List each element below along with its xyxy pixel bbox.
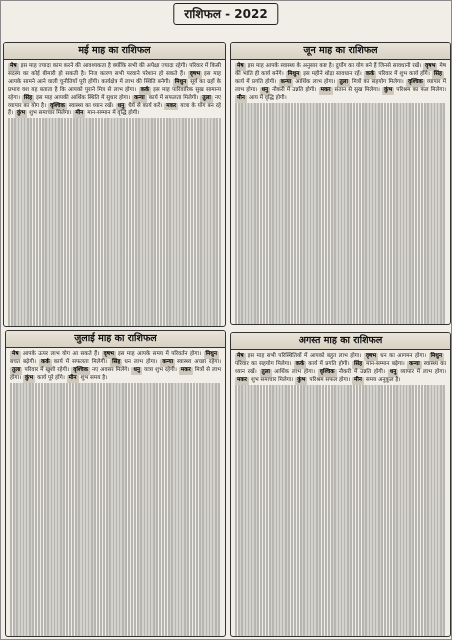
text-texture — [8, 252, 221, 260]
text-texture — [10, 533, 221, 541]
text-texture — [8, 213, 221, 221]
rashi-text: धन का आगमन होगा। — [380, 353, 427, 359]
rashi-text: परिश्रम का फल मिलेगा। — [396, 86, 447, 93]
rashi-text: बचत बढ़ेगी। — [10, 358, 37, 365]
text-texture — [235, 400, 446, 408]
horoscope-paragraph — [235, 353, 446, 385]
text-texture — [10, 635, 221, 637]
rashi-label: मीन — [68, 374, 77, 381]
text-texture — [8, 284, 221, 292]
rashi-text: मेष की भांति ही कार्य बनेंगे। — [235, 63, 447, 77]
text-texture — [8, 324, 221, 328]
rashi-text: आय में वृद्धि होगी। — [248, 94, 287, 101]
rashi-label: कन्या — [409, 360, 420, 367]
rashi-text: परिवार में शुभ कार्य होंगे। — [378, 70, 430, 77]
text-texture — [10, 493, 221, 501]
rashi-label: मेष — [237, 353, 244, 359]
text-texture — [8, 300, 221, 308]
text-texture — [235, 252, 446, 260]
text-texture — [8, 260, 221, 268]
rashi-text: मित्रों का सहयोग मिलेगा। — [351, 78, 404, 85]
text-texture — [10, 485, 221, 493]
text-texture — [10, 564, 221, 572]
horoscope-paragraph — [235, 63, 446, 103]
rashi-text: इस महीने थोड़ा सावधान रहें। — [303, 70, 362, 77]
section-title-august: अगस्त माह का राशिफल — [231, 333, 450, 350]
section-body-august — [231, 350, 450, 637]
rashi-text: शुभ समाचार मिलेगा। — [250, 376, 294, 383]
rashi-label: मीन — [75, 110, 84, 117]
section-body-july — [6, 348, 225, 637]
text-texture — [10, 501, 221, 509]
text-texture — [235, 519, 446, 527]
text-texture — [235, 598, 446, 606]
text-texture — [235, 487, 446, 495]
rashi-text: व्यापार में लाभ होगा। — [400, 368, 447, 375]
rashi-label: मिथुन — [205, 351, 217, 357]
rashi-label: कुंभ — [297, 376, 306, 383]
rashi-label: मेष — [237, 63, 244, 69]
text-texture — [235, 166, 446, 174]
text-texture — [235, 385, 446, 393]
text-texture — [235, 621, 446, 629]
rashi-text: स्वास्थ्य का ध्यान रखें। — [235, 360, 446, 375]
rashi-label: मकर — [180, 366, 191, 373]
rashi-label: वृश्चिक — [319, 368, 335, 375]
text-texture — [10, 611, 221, 619]
text-texture — [235, 300, 446, 308]
text-texture — [8, 134, 221, 142]
horoscope-paragraph — [8, 63, 221, 118]
rashi-label: कुंभ — [16, 110, 26, 117]
rashi-text: यात्रा के योग बन रहे हैं। — [8, 102, 222, 117]
text-texture — [235, 574, 446, 582]
rashi-label: कर्क — [295, 360, 305, 367]
text-texture — [235, 142, 446, 150]
rashi-label: सिंह — [353, 360, 363, 367]
text-texture — [235, 629, 446, 637]
text-texture — [235, 158, 446, 166]
text-texture — [10, 422, 221, 430]
section-may — [3, 42, 226, 327]
text-texture — [235, 416, 446, 424]
text-texture — [235, 181, 446, 189]
rashi-label: कर्क — [41, 358, 50, 365]
rashi-text: आपके ऊपर लाभ योग आ सकते हैं। — [22, 351, 100, 357]
text-texture — [235, 221, 446, 229]
rashi-label: तुला — [202, 94, 211, 101]
rashi-text: आर्थिक लाभ होगा। — [273, 368, 315, 375]
text-texture — [235, 495, 446, 503]
rashi-label: कर्क — [365, 70, 375, 77]
text-texture — [10, 469, 221, 477]
rashi-label: मीन — [237, 94, 245, 101]
text-texture — [235, 245, 446, 253]
rashi-label: कन्या — [134, 94, 145, 101]
text-texture — [235, 408, 446, 416]
text-texture — [8, 316, 221, 324]
text-texture — [235, 205, 446, 213]
text-texture — [8, 166, 221, 174]
rashi-text: मान-सम्मान में वृद्धि होगी। — [87, 110, 140, 117]
text-texture — [235, 606, 446, 614]
text-texture — [235, 150, 446, 158]
text-texture — [235, 213, 446, 221]
text-texture — [8, 205, 221, 213]
rashi-label: वृषभ — [425, 63, 436, 69]
text-texture — [8, 158, 221, 166]
text-texture — [10, 414, 221, 422]
text-texture — [235, 284, 446, 292]
rashi-text: व्यापार में लाभ होगा। — [235, 78, 447, 93]
section-title-may: मई माह का राशिफल — [4, 43, 225, 60]
text-texture — [8, 142, 221, 150]
rashi-label: वृषभ — [189, 70, 201, 77]
text-texture — [235, 456, 446, 464]
rashi-label: वृषभ — [103, 351, 114, 357]
text-texture — [235, 118, 446, 126]
text-texture — [10, 462, 221, 470]
rashi-label: मिथुन — [174, 78, 187, 85]
rashi-text: मित्रों से लाभ होगा। — [10, 366, 222, 381]
text-texture — [8, 245, 221, 253]
text-texture — [10, 446, 221, 454]
text-texture — [235, 464, 446, 472]
text-texture — [235, 542, 446, 550]
text-texture — [8, 118, 221, 126]
text-texture — [8, 292, 221, 300]
text-texture — [8, 174, 221, 182]
text-texture — [235, 197, 446, 205]
rashi-label: तुला — [261, 368, 270, 375]
text-texture — [8, 268, 221, 276]
text-texture — [235, 323, 446, 325]
rashi-text: नौकरी में उन्नति होगी। — [338, 368, 385, 375]
rashi-text: इस माह ज्यादा काम करने की आवश्यकता है क्योंकि सभी की अपेक्षा ज्यादा रहेगी। परिवार में किसी सदस्य का कोई बीमारी हो सकती है। निज कारण सभी परवाने परेशान हो सकते हैं। — [8, 63, 221, 77]
text-texture — [10, 596, 221, 604]
text-texture — [8, 276, 221, 284]
rashi-text: कार्य पूरे होंगे। — [37, 374, 65, 381]
rashi-label: वृश्चिक — [50, 102, 65, 109]
text-texture — [8, 229, 221, 237]
text-texture — [235, 316, 446, 324]
text-texture — [235, 189, 446, 197]
rashi-text: इस माह आपके समय में परिवर्तन होगा। — [117, 351, 202, 357]
text-texture — [8, 189, 221, 197]
text-texture — [10, 580, 221, 588]
text-texture — [10, 525, 221, 533]
text-texture — [235, 550, 446, 558]
rashi-label: तुला — [12, 366, 21, 373]
text-texture — [235, 424, 446, 432]
text-texture — [10, 627, 221, 635]
rashi-label: कुंभ — [24, 374, 34, 381]
rashi-text: धैर्य से कार्य करें। — [128, 102, 163, 109]
text-texture — [10, 391, 221, 399]
text-texture — [10, 406, 221, 414]
text-texture — [235, 393, 446, 401]
section-june — [230, 42, 451, 325]
rashi-text: समय अनुकूल है। — [365, 376, 401, 383]
page-title: राशिफल - 2022 — [173, 3, 278, 25]
text-texture — [235, 566, 446, 574]
rashi-label: कर्क — [140, 86, 150, 93]
text-texture — [10, 509, 221, 517]
rashi-text: कार्य में सफलता मिलेगी। — [53, 358, 108, 365]
rashi-text: शुभ समाचार मिलेगा। — [29, 110, 72, 117]
rashi-label: कुंभ — [384, 86, 393, 93]
text-texture — [10, 383, 221, 391]
rashi-text: परिवार का सहयोग मिलेगा। — [235, 360, 292, 367]
rashi-text: परिवार में खुशी रहेगी। — [24, 366, 70, 373]
rashi-label: सिंह — [23, 94, 33, 101]
rashi-text: इस माह आपकी आर्थिक स्थिति में सुधार होगा। — [36, 94, 131, 101]
rashi-text: संतान से सुख मिलेगा। — [334, 86, 380, 93]
rashi-text: आर्थिक लाभ होगा। — [295, 78, 336, 85]
text-texture — [235, 268, 446, 276]
rashi-text: शुभ समय है। — [80, 374, 108, 381]
text-texture — [8, 308, 221, 316]
section-body-may — [4, 60, 225, 327]
text-texture — [10, 588, 221, 596]
rashi-label: तुला — [339, 78, 348, 85]
rashi-text: इस माह आपके स्वास्थ्य के अनुसार कष्ट है। दुर्योग का योग बने हैं जिनसे सावधानी रखें। — [247, 63, 422, 69]
text-texture — [8, 237, 221, 245]
text-texture — [8, 150, 221, 158]
text-texture — [10, 438, 221, 446]
rashi-label: वृश्चिक — [73, 366, 89, 373]
text-texture — [235, 503, 446, 511]
text-texture — [10, 548, 221, 556]
rashi-text: मान-सम्मान बढ़ेगा। — [366, 360, 405, 367]
rashi-label: सिंह — [433, 70, 443, 77]
section-title-june: जून माह का राशिफल — [231, 43, 450, 60]
rashi-label: कन्या — [280, 78, 292, 85]
text-texture — [235, 448, 446, 456]
text-texture — [8, 197, 221, 205]
text-texture — [235, 103, 446, 111]
text-texture — [235, 613, 446, 621]
rashi-text: धन लाभ होगा। — [124, 358, 158, 365]
rashi-text: कार्य में सफलता मिलेगी। — [148, 94, 199, 101]
text-texture — [10, 454, 221, 462]
text-texture — [10, 604, 221, 612]
rashi-text: परिश्रम सफल होगा। — [309, 376, 351, 383]
horoscope-paragraph — [10, 351, 221, 383]
rashi-label: मकर — [166, 102, 177, 109]
text-texture — [235, 292, 446, 300]
text-texture — [10, 540, 221, 548]
text-texture — [235, 440, 446, 448]
text-texture — [235, 276, 446, 284]
rashi-text: नए व्यापार का योग है। — [8, 94, 222, 109]
text-texture — [235, 260, 446, 268]
rashi-label: मेष — [10, 63, 17, 69]
text-texture — [235, 110, 446, 118]
text-texture — [10, 398, 221, 406]
text-texture — [235, 174, 446, 182]
rashi-label: वृषभ — [365, 353, 377, 359]
text-texture — [235, 535, 446, 543]
rashi-label: वृश्चिक — [408, 78, 423, 85]
text-texture — [235, 126, 446, 134]
text-texture — [10, 556, 221, 564]
rashi-text: कार्य में प्रगति होगी। — [308, 360, 350, 367]
text-texture — [235, 308, 446, 316]
text-texture — [235, 237, 446, 245]
rashi-label: धनु — [133, 366, 140, 373]
rashi-label: मेष — [12, 351, 19, 357]
text-texture — [235, 582, 446, 590]
rashi-text: स्वास्थ्य अच्छा रहेगा। — [177, 358, 222, 365]
rashi-label: सिंह — [112, 358, 121, 365]
text-texture — [235, 590, 446, 598]
text-texture — [8, 221, 221, 229]
rashi-text: कार्य में प्रगति होगी। — [235, 78, 277, 85]
rashi-text: इस माह सभी परिस्थितियों में आपको बहुत लाभ होगा। — [247, 353, 362, 359]
text-texture — [10, 517, 221, 525]
text-texture — [235, 527, 446, 535]
rashi-label: धनु — [261, 86, 269, 93]
rashi-label: कन्या — [162, 358, 174, 365]
section-august — [230, 332, 451, 637]
text-texture — [235, 471, 446, 479]
text-texture — [235, 432, 446, 440]
rashi-text: यात्रा शुभ रहेगी। — [143, 366, 177, 373]
text-texture — [235, 134, 446, 142]
text-texture — [235, 479, 446, 487]
rashi-label: मकर — [320, 86, 331, 93]
rashi-label: मकर — [237, 376, 247, 383]
section-title-july: जुलाई माह का राशिफल — [6, 331, 225, 348]
text-texture — [10, 477, 221, 485]
rashi-text: नए अवसर मिलेंगे। — [92, 366, 130, 373]
rashi-label: मिथुन — [430, 353, 442, 359]
text-texture — [235, 558, 446, 566]
rashi-label: मीन — [354, 376, 362, 383]
rashi-label: धनु — [389, 368, 397, 375]
rashi-label: धनु — [117, 102, 125, 109]
rashi-label: मिथुन — [287, 70, 300, 77]
rashi-text: सूर्य का ग्रहों के प्रभाव वश यह बताता है कि आपको पुराने मित्र से लाभ होगा। — [8, 78, 221, 93]
text-texture — [10, 430, 221, 438]
text-texture — [10, 619, 221, 627]
text-texture — [235, 229, 446, 237]
rashi-text: इस माह आपके सामने आने वाली चुनौतियाँ पूरी होंगी। कार्यक्षेत्र में लाभ की स्थिति बनेगी। — [8, 70, 221, 85]
section-body-june — [231, 60, 450, 325]
section-july — [5, 330, 226, 637]
rashi-text: स्वास्थ्य का ध्यान रखें। — [68, 102, 114, 109]
rashi-text: नौकरी में उन्नति होगी। — [272, 86, 317, 93]
text-texture — [235, 511, 446, 519]
text-texture — [8, 126, 221, 134]
text-texture — [8, 181, 221, 189]
text-texture — [10, 572, 221, 580]
rashi-text: इस माह पारिवारिक सुख सामान्य रहेगा। — [8, 86, 221, 101]
